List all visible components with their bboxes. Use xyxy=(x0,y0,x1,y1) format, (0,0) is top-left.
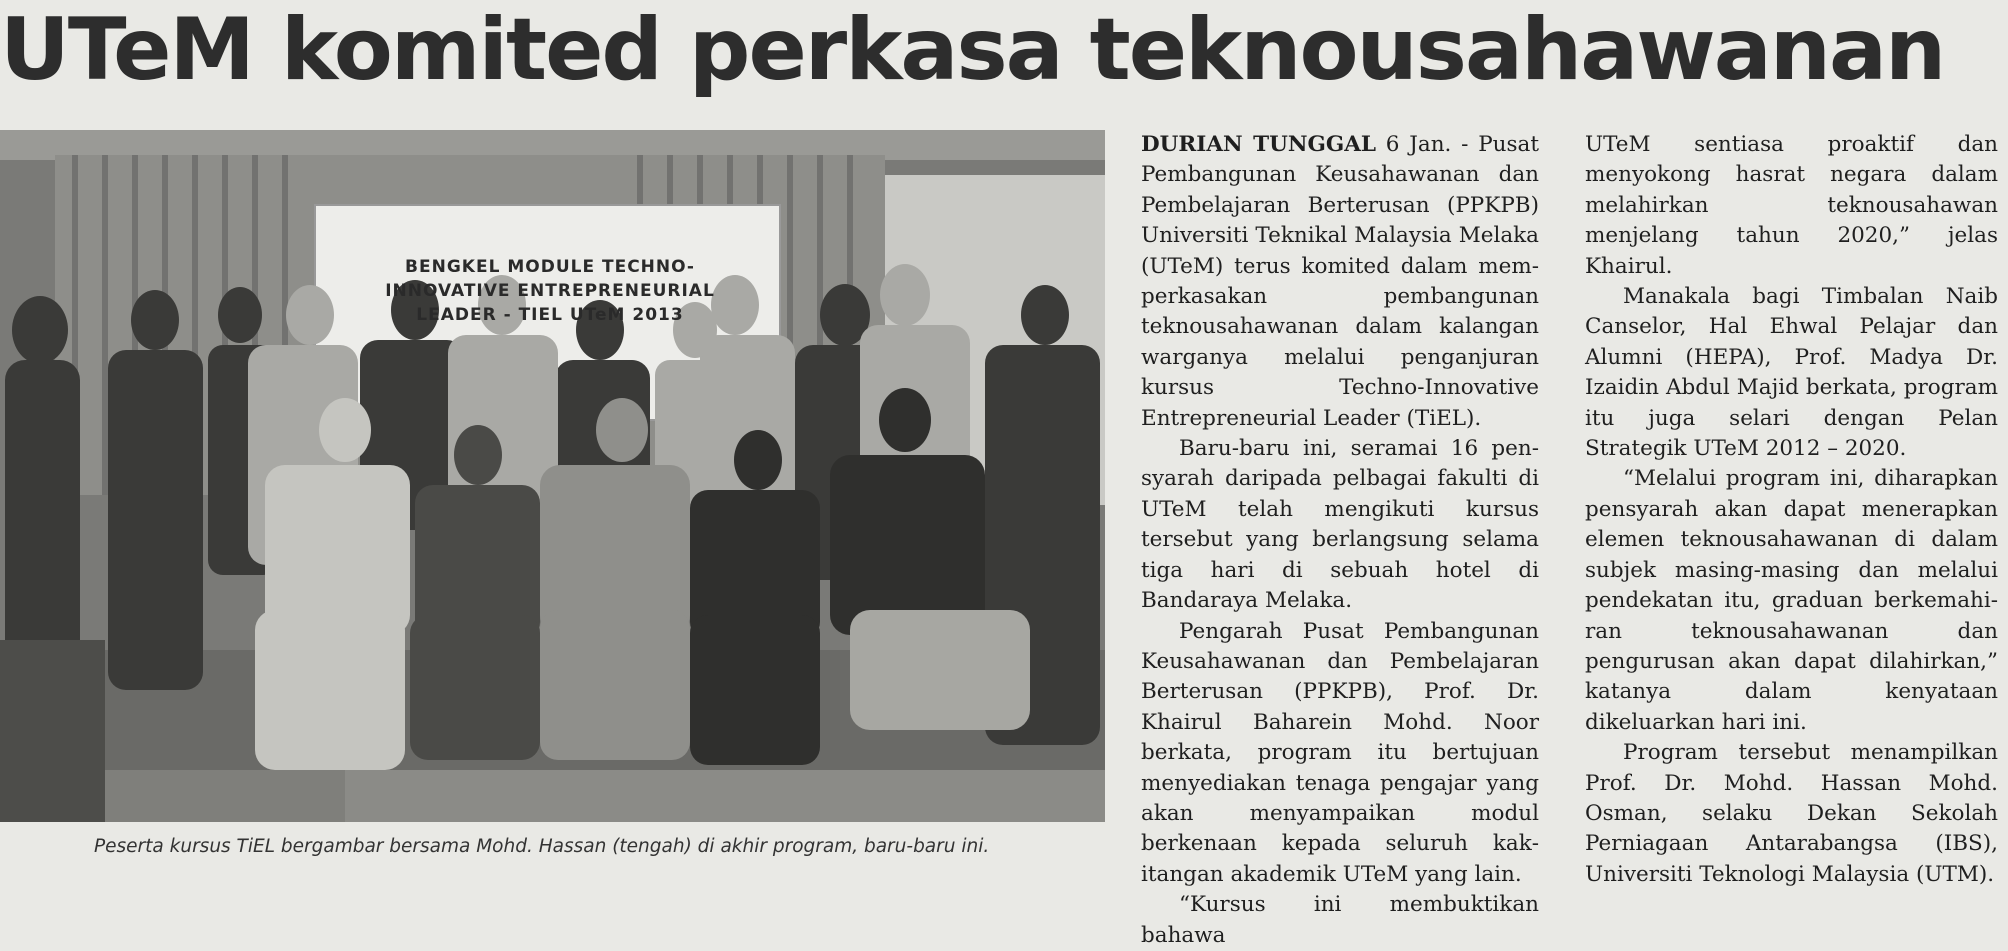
article-column-2 xyxy=(1585,130,1998,887)
group-photo-illustration xyxy=(0,130,1105,822)
dateline: DURIAN TUNGGAL xyxy=(1141,132,1377,157)
group-photo xyxy=(0,130,1105,822)
headline: UTeM komited perkasa teknousahawanan xyxy=(0,0,1945,100)
paragraph: UTeM sentiasa proaktif dan menyokong hasrat negara dalam melahirkan teknousahawan menjelang tahun 2020,” jelas Khairul. xyxy=(1585,132,1998,279)
photo-caption: Peserta kursus TiEL bergambar bersama Mohd. Hassan (tengah) di akhir program, baru-baru ini. xyxy=(94,836,990,857)
paragraph: “Kursus ini membuktikan bahawa xyxy=(1141,892,1539,948)
paragraph: Pengarah Pusat Pembangunan Keusahawanan dan Pembelajaran Berterusan (PPKPB), Prof. Dr. Khairul Baharein Mohd. Noor berkata, program itu bertujuan menyediakan tenaga pengajar yang akan menyampaikan modul berkenaan kepada seluruh kakitangan akademik UTeM yang lain. xyxy=(1141,618,1539,887)
article-column-1 xyxy=(1141,130,1539,948)
paragraph: Baru-baru ini, seramai 16 pensyarah daripada pelbagai fakulti di UTeM telah mengikuti kursus tersebut yang berlangsung selama tiga hari di sebuah hotel di Bandaraya Melaka. xyxy=(1141,436,1539,614)
paragraph: Manakala bagi Timbalan Naib Canselor, Hal Ehwal Pelajar dan Alumni (HEPA), Prof. Madya Dr. Izaidin Abdul Majid berkata, program itu juga selari dengan Pelan Strategik UTeM 2012 – 2020. xyxy=(1585,284,1998,462)
paragraph: Program tersebut menampilkan Prof. Dr. Mohd. Hassan Mohd. Osman, selaku Dekan Sekolah Perniagaan Antarabangsa (IBS), Universiti Teknologi Malaysia (UTM). xyxy=(1585,740,1998,887)
paragraph: “Melalui program ini, diharapkan pensyarah akan dapat menerapkan elemen teknousahawanan di dalam subjek masing-masing dan melalui pendekatan itu, graduan berkemahiran teknousahawanan dan pengurusan akan dapat dilahirkan,” katanya dalam kenyataan dikeluarkan hari ini. xyxy=(1585,466,1998,735)
paragraph-text: 6 Jan. - Pusat Pembangunan Keusahawanan dan Pembelajaran Berterusan (PPKPB) Universiti Teknikal Malaysia Melaka (UTeM) terus komited dalam memperkasakan pembangunan teknousahawanan dalam kalangan warganya melalui penganjuran kursus Techno-Innovative Entrepreneurial Leader (TiEL). xyxy=(1141,132,1539,431)
paragraph xyxy=(1141,130,1539,434)
banner-text: BENGKEL MODULE TECHNO-INNOVATIVE ENTREPRENEURIAL LEADER - TIEL UTeM 2013 xyxy=(385,257,715,325)
